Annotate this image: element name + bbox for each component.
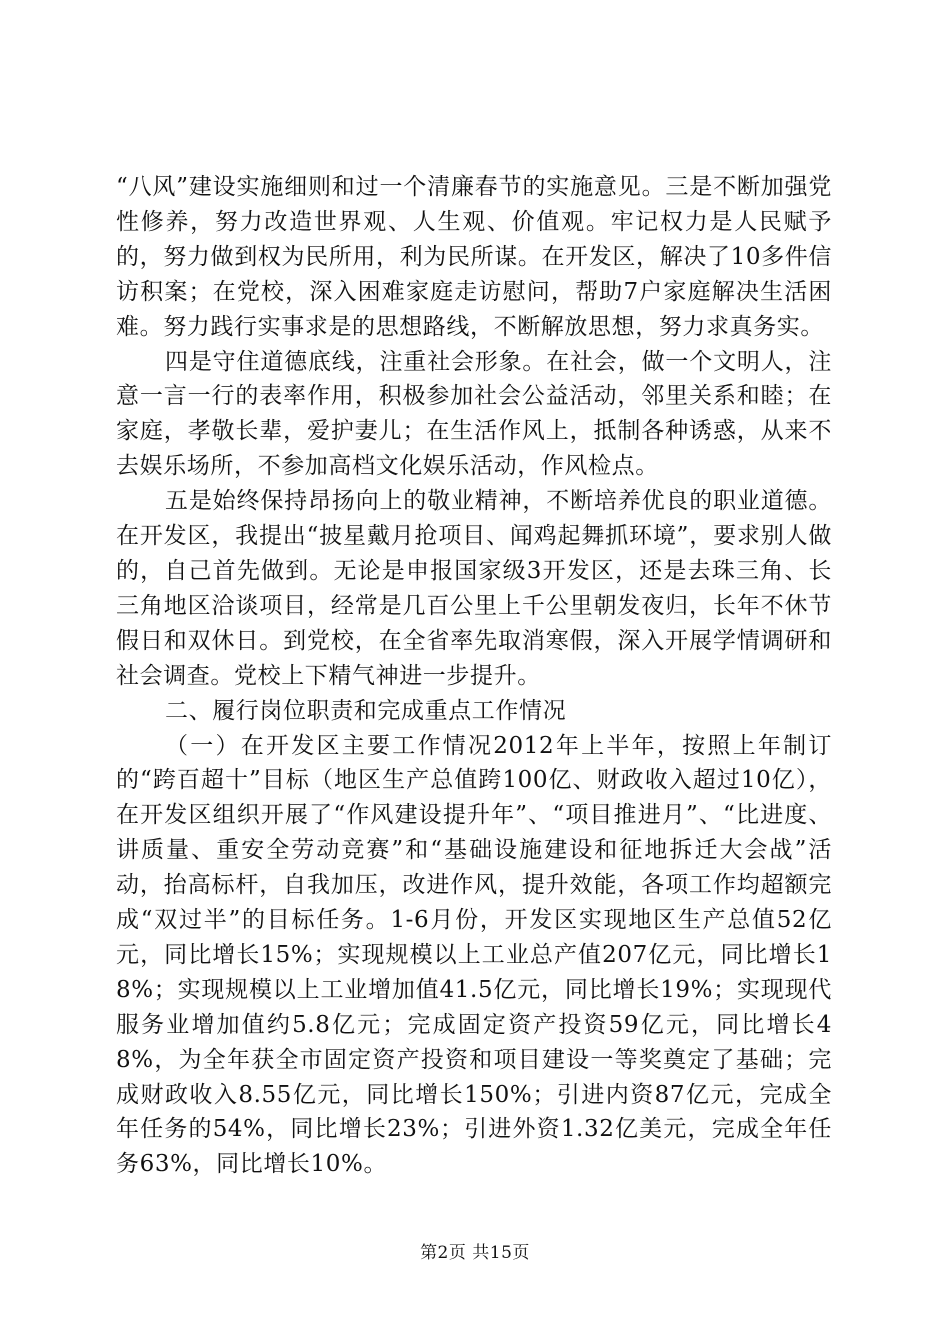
paragraph-3: 五是始终保持昂扬向上的敬业精神，不断培养优良的职业道德。在开发区，我提出“披星戴月抢项目、闻鸡起舞抓环境”，要求别人做的，自己首先做到。无论是申报国家级3开发区，还是去珠三角、长三角地区洽谈项目，经常是几百公里上千公里朝发夜归，长年不休节假日和双休日。到党校，在全省率先取消寒假，深入开展学情调研和社会调查。党校上下精气神进一步提升。: [116, 488, 832, 689]
section-heading: 二、履行岗位职责和完成重点工作情况: [165, 697, 567, 724]
paragraph-1: “八风”建设实施细则和过一个清廉春节的实施意见。三是不断加强党性修养，努力改造世界观、人生观、价值观。牢记权力是人民赋予的，努力做到权为民所用，利为民所谋。在开发区，解决了10多件信访积案；在党校，深入困难家庭走访慰问，帮助7户家庭解决生活困难。努力践行实事求是的思想路线，不断解放思想，努力求真务实。: [116, 174, 832, 340]
page-number-footer: 第2页 共15页: [420, 1243, 530, 1263]
paragraph-2: 四是守住道德底线，注重社会形象。在社会，做一个文明人，注意一言一行的表率作用，积极参加社会公益活动，邻里关系和睦；在家庭，孝敬长辈，爱护妻儿；在生活作风上，抵制各种诱惑，从来不去娱乐场所，不参加高档文化娱乐活动，作风检点。: [116, 348, 832, 480]
paragraph-4: （一）在开发区主要工作情况2012年上半年，按照上年制订的“跨百超十”目标（地区生产总值跨100亿、财政收入超过10亿），在开发区组织开展了“作风建设提升年”、“项目推进月”、“比进度、讲质量、重安全劳动竞赛”和“基础设施建设和征地拆迁大会战”活动，抬高标杆，自我加压，改进作风，提升效能，各项工作均超额完成“双过半”的目标任务。1-6月份，开发区实现地区生产总值52亿元，同比增长15%；实现规模以上工业总产值207亿元，同比增长18%；实现规模以上工业增加值41.5亿元，同比增长19%；实现现代服务业增加值约5.8亿元；完成固定资产投资59亿元，同比增长48%，为全年获全市固定资产投资和项目建设一等奖奠定了基础；完成财政收入8.55亿元，同比增长150%；引进内资87亿元，完成全年任务的54%，同比增长23%；引进外资1.32亿美元，完成全年任务63%，同比增长10%。: [116, 732, 832, 1178]
document-body: [116, 170, 832, 1182]
